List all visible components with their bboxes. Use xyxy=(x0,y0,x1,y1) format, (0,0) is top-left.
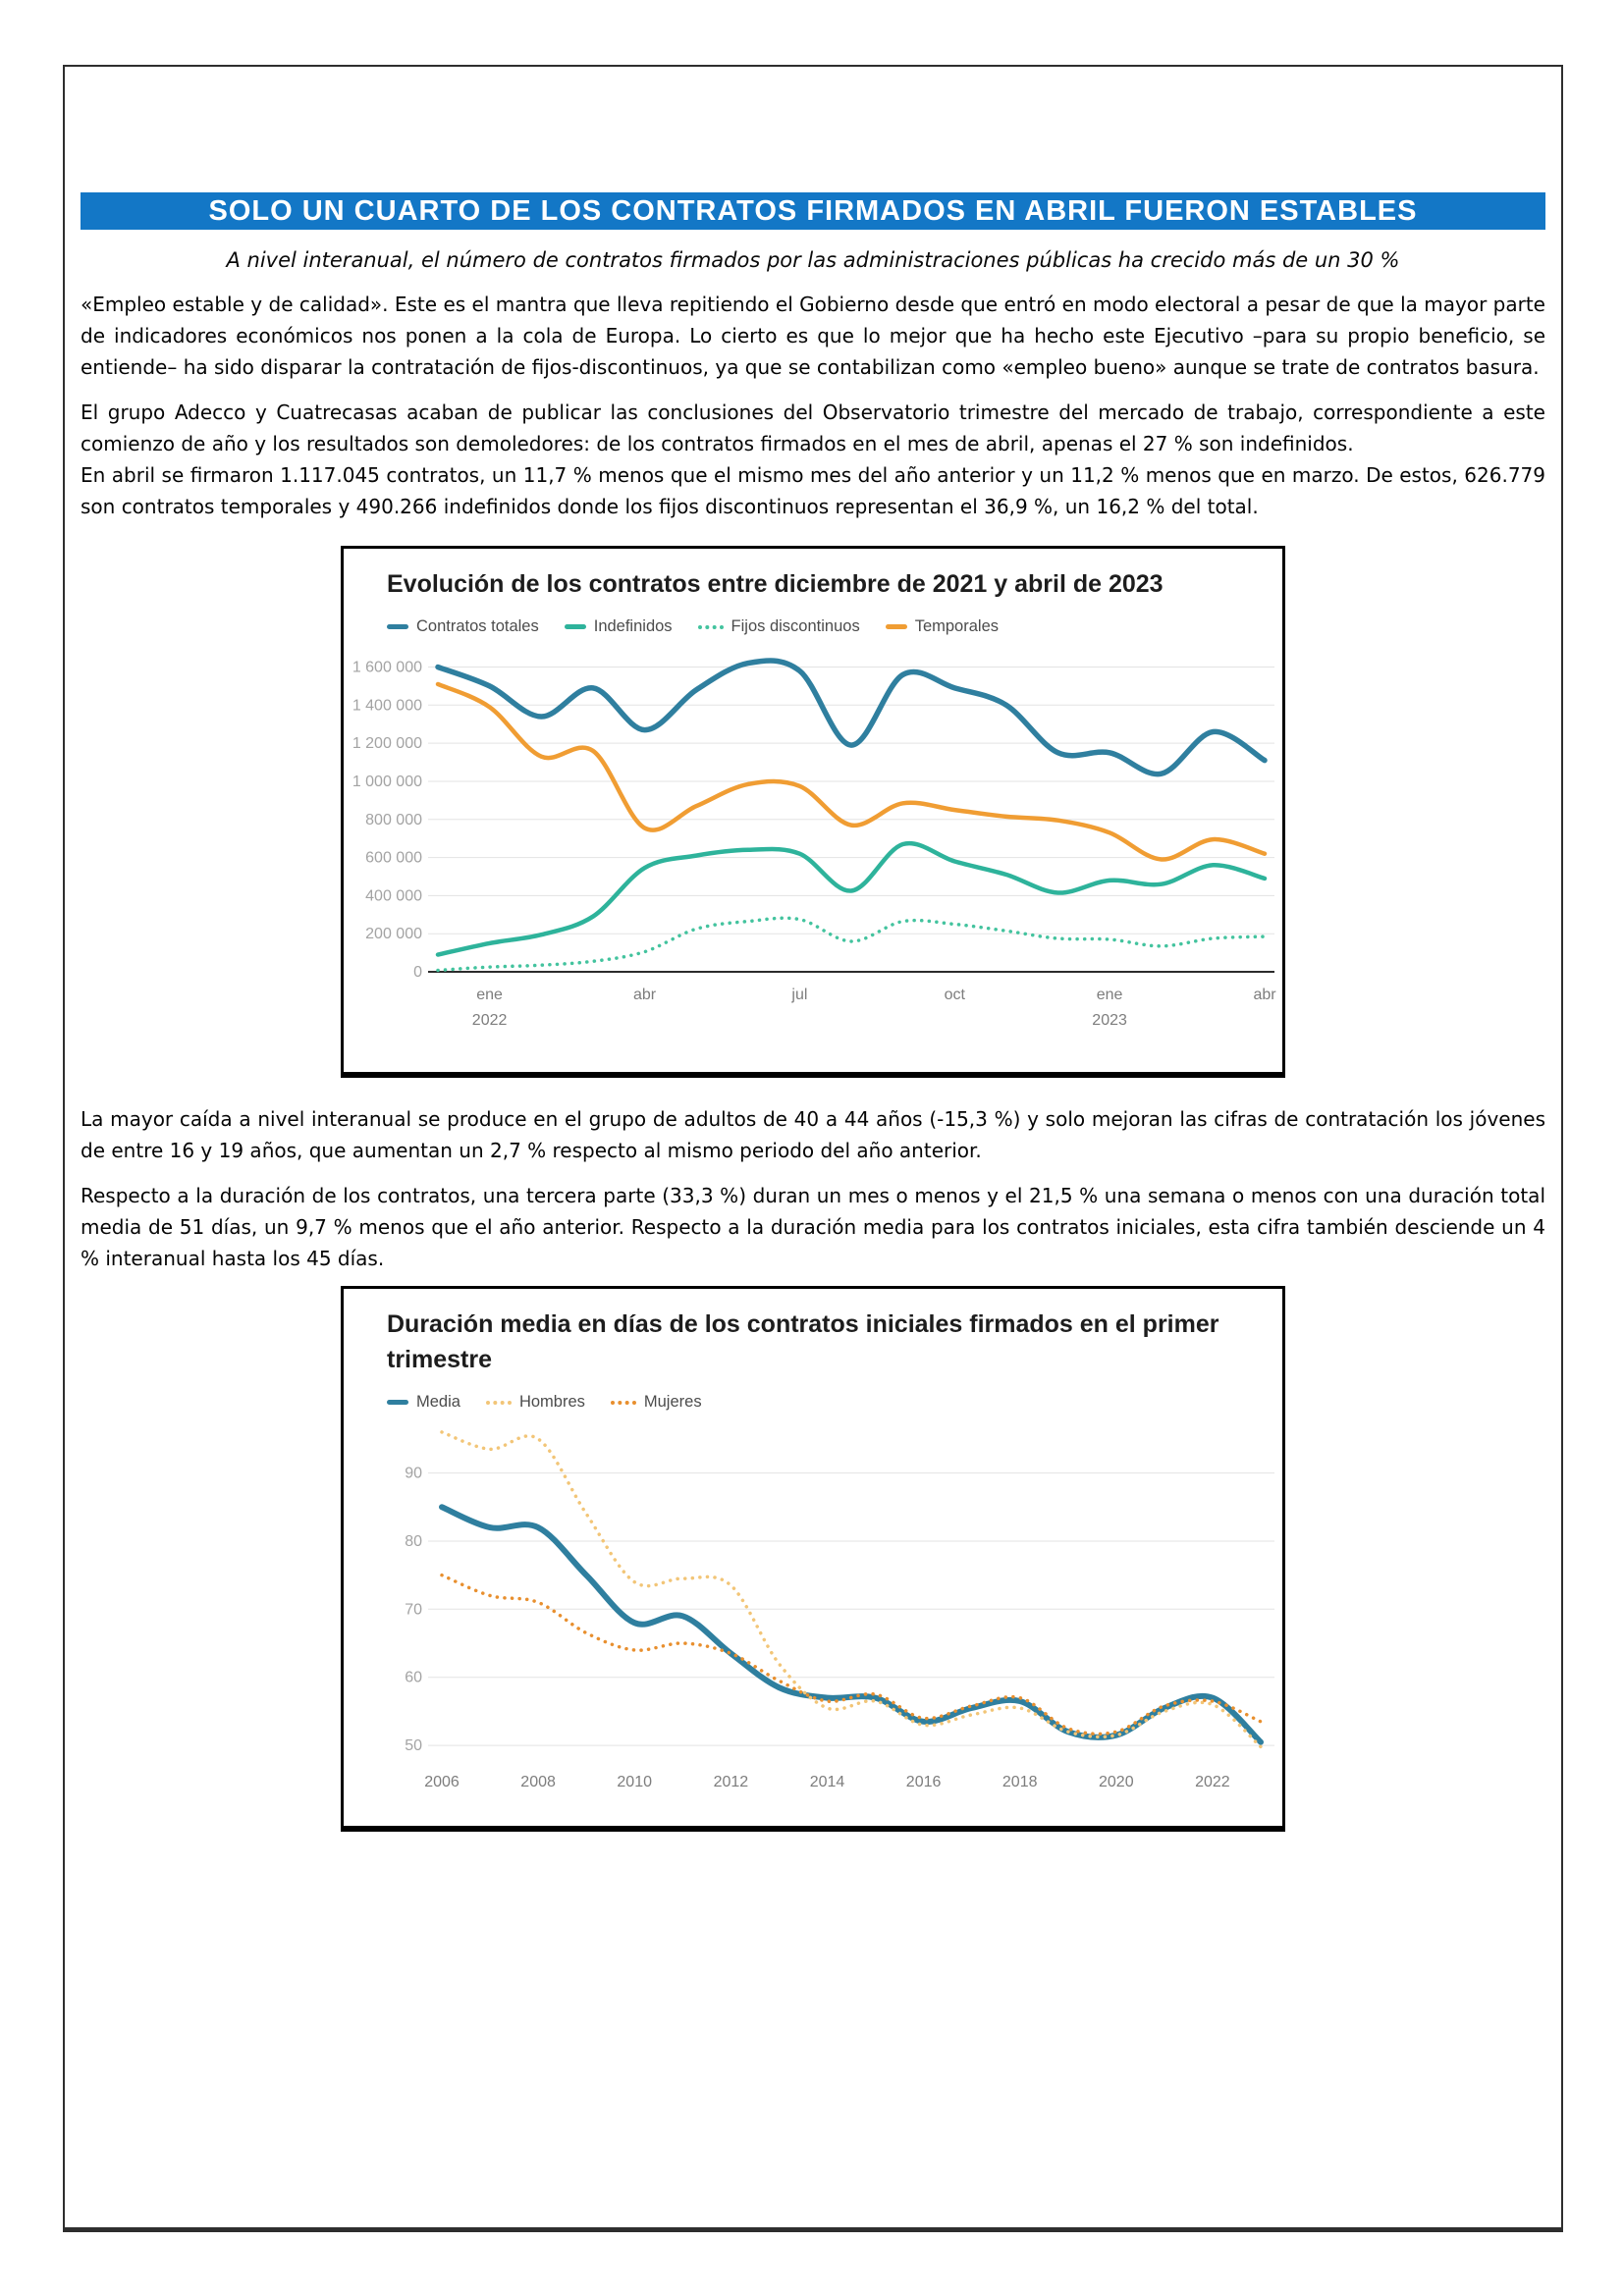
chart-evolucion-contratos xyxy=(341,546,1285,1078)
x-axis-tick-label: ene xyxy=(1096,987,1123,1003)
legend-swatch-icon xyxy=(565,624,586,629)
y-axis-tick-label: 800 000 xyxy=(365,811,422,828)
duracion-chart-svg xyxy=(344,1414,1282,1820)
x-axis-tick-label: oct xyxy=(944,987,965,1003)
legend-item-fijos-discontinuos xyxy=(698,617,860,636)
paragraph-4: La mayor caída a nivel interanual se produce en el grupo de adultos de 40 a 44 años (-15,3 %) y solo mejoran las cifras de contratación los jóvenes de entre 16 y 19 años, que aumentan un 2,7 % respecto al mismo periodo del año anterior. xyxy=(81,1107,1545,1162)
legend-item-contratos-totales xyxy=(387,617,539,636)
y-axis-tick-label: 400 000 xyxy=(365,887,422,905)
x-axis-tick-label: 2010 xyxy=(617,1774,652,1790)
x-axis-tick-label: 2012 xyxy=(713,1774,749,1790)
y-axis-tick-label: 1 400 000 xyxy=(352,697,422,715)
series-line-fijos-discontinuos xyxy=(438,918,1265,970)
chart-duracion-media xyxy=(341,1286,1285,1832)
legend-swatch-icon xyxy=(698,625,724,629)
y-axis-tick-label: 50 xyxy=(405,1737,422,1755)
legend-swatch-icon xyxy=(387,1400,408,1405)
legend-label: Indefinidos xyxy=(593,617,673,635)
y-axis-tick-label: 1 200 000 xyxy=(352,735,422,753)
chart-legend-duracion xyxy=(387,1393,1282,1412)
series-line-indefinidos xyxy=(438,843,1265,954)
x-axis-tick-label: 2018 xyxy=(1001,1774,1038,1790)
legend-item-media xyxy=(387,1393,460,1412)
subheadline: A nivel interanual, el número de contratos firmados por las administraciones públicas ha crecido más de un 30 % xyxy=(226,248,1400,272)
paragraph-2: El grupo Adecco y Cuatrecasas acaban de publicar las conclusiones del Observatorio trimestre del mercado de trabajo, correspondiente a este comienzo de año y los resultados son demoledores: de los contratos firmados en el mes de abril, apenas el 27 % son indefinidos. xyxy=(81,400,1545,455)
legend-label: Fijos discontinuos xyxy=(731,617,860,635)
series-line-contratos-totales xyxy=(438,661,1265,774)
legend-swatch-icon xyxy=(486,1401,512,1405)
x-axis-tick-label: 2008 xyxy=(520,1774,556,1790)
x-axis-tick-label: 2020 xyxy=(1099,1774,1134,1790)
y-axis-tick-label: 1 600 000 xyxy=(352,659,422,676)
legend-label: Temporales xyxy=(914,617,999,635)
y-axis-tick-label: 80 xyxy=(405,1533,422,1550)
x-axis-tick-label: 2022 xyxy=(1195,1774,1230,1790)
x-axis-tick-label: abr xyxy=(1253,987,1276,1003)
paragraph-5: Respecto a la duración de los contratos, una tercera parte (33,3 %) duran un mes o menos y el 21,5 % una semana o menos con una duración total media de 51 días, un 9,7 % menos que el año anterior. Respecto a la duración media para los contratos iniciales, esta cifra también desciende un 4 % interanual hasta los 45 días. xyxy=(81,1184,1545,1270)
legend-item-hombres xyxy=(486,1393,585,1412)
y-axis-tick-label: 70 xyxy=(405,1601,422,1619)
evolucion-chart-svg xyxy=(344,638,1282,1033)
y-axis-tick-label: 200 000 xyxy=(365,926,422,943)
x-axis-tick-label: ene xyxy=(476,987,503,1003)
series-line-mujeres xyxy=(442,1575,1261,1735)
x-axis-tick-label: 2016 xyxy=(905,1774,942,1790)
legend-swatch-icon xyxy=(886,624,907,629)
y-axis-tick-label: 0 xyxy=(413,964,422,981)
chart-title-duracion: Duración media en días de los contratos iniciales firmados en el primer trimestre xyxy=(387,1310,1219,1373)
legend-label: Hombres xyxy=(518,1393,585,1411)
chart-legend-evolucion xyxy=(387,617,1282,636)
legend-item-temporales xyxy=(886,617,999,636)
chart-title-evolucion: Evolución de los contratos entre diciembre de 2021 y abril de 2023 xyxy=(387,570,1164,598)
y-axis-tick-label: 60 xyxy=(405,1669,422,1686)
legend-swatch-icon xyxy=(611,1401,636,1405)
x-axis-year-label: 2023 xyxy=(1092,1012,1127,1029)
legend-label: Mujeres xyxy=(643,1393,702,1411)
document-page xyxy=(63,65,1563,2232)
x-axis-tick-label: 2006 xyxy=(424,1774,460,1790)
y-axis-tick-label: 1 000 000 xyxy=(352,774,422,790)
legend-swatch-icon xyxy=(387,624,408,629)
paragraph-3: En abril se firmaron 1.117.045 contratos, un 11,7 % menos que el mismo mes del año anterior y un 11,2 % menos que en marzo. De estos, 626.779 son contratos temporales y 490.266 indefinidos donde los fijos discontinuos representan el 36,9 %, un 16,2 % del total. xyxy=(81,463,1545,518)
x-axis-tick-label: abr xyxy=(632,987,657,1003)
headline-bar xyxy=(81,192,1545,230)
y-axis-tick-label: 600 000 xyxy=(365,849,422,867)
y-axis-tick-label: 90 xyxy=(405,1465,422,1482)
legend-label: Contratos totales xyxy=(416,617,539,635)
x-axis-tick-label: 2014 xyxy=(809,1774,845,1790)
legend-item-mujeres xyxy=(611,1393,702,1412)
x-axis-tick-label: jul xyxy=(791,987,808,1003)
paragraph-1: «Empleo estable y de calidad». Este es el mantra que lleva repitiendo el Gobierno desde que entró en modo electoral a pesar de que la mayor parte de indicadores económicos nos ponen a la cola de Europa. Lo cierto es que lo mejor que ha hecho este Ejecutivo –para su propio beneficio, se entiende– ha sido disparar la contratación de fijos-discontinuos, ya que se contabilizan como «empleo bueno» aunque se trate de contratos basura. xyxy=(81,293,1545,379)
x-axis-year-label: 2022 xyxy=(471,1012,508,1029)
headline-text: SOLO UN CUARTO DE LOS CONTRATOS FIRMADOS EN ABRIL FUERON ESTABLES xyxy=(208,195,1418,227)
legend-label: Media xyxy=(416,1393,460,1411)
legend-item-indefinidos xyxy=(565,617,673,636)
